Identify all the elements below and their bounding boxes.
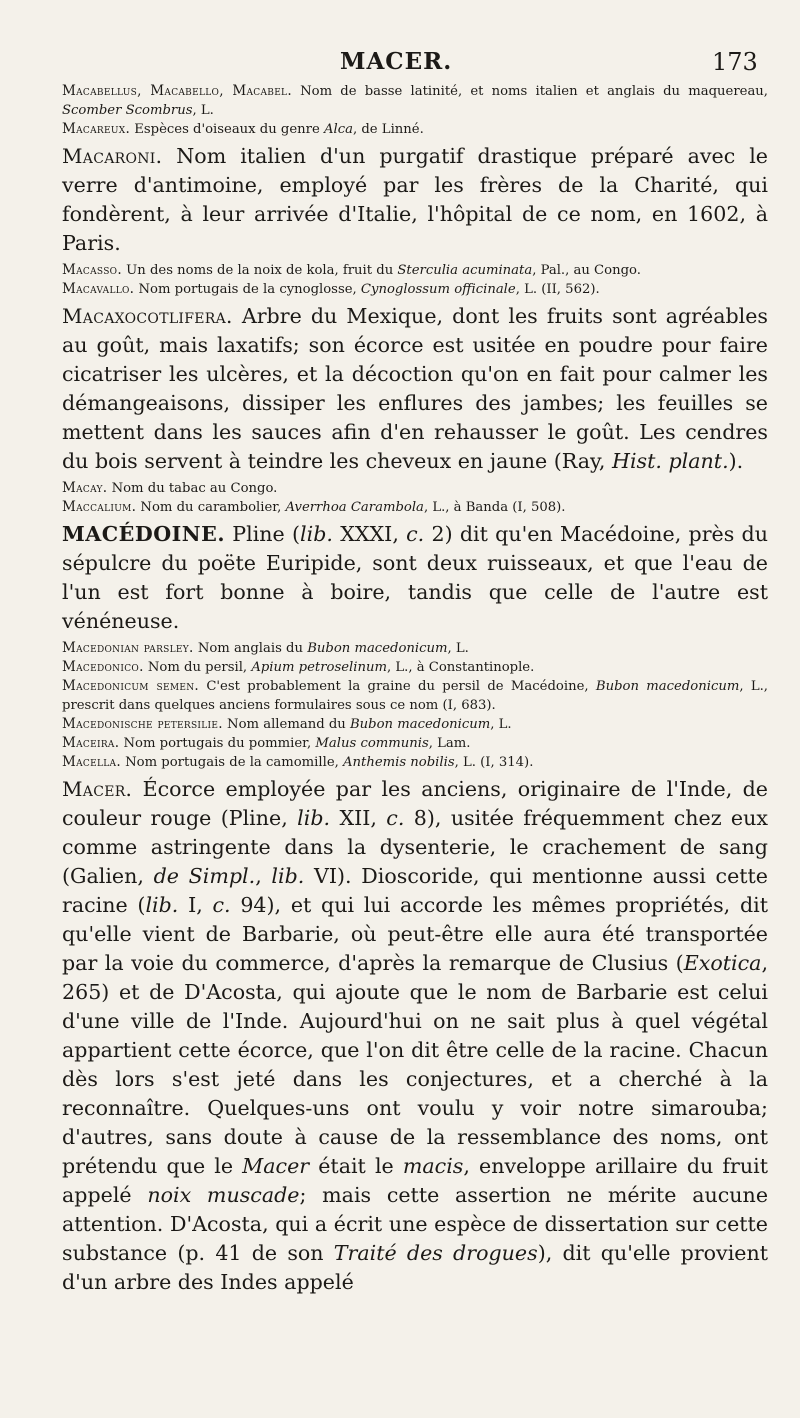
entry-headword: Macedonian parsley. — [62, 640, 194, 656]
entry-text: Nom italien d'un purgatif drastique préparé avec le verre d'antimoine, employé par les frères de la Charité, qui fondèrent, à leur arrivée d'Italie, l'hôpital de ce nom, en 1602, à Paris. — [62, 144, 768, 255]
entry-text: Nom portugais de la camomille, — [120, 755, 344, 770]
dictionary-entry — [62, 734, 768, 753]
entry-text: Arbre du Mexique, dont les fruits sont agréables au goût, mais laxatifs; son écorce est usitée en poudre pour faire cicatriser les ulcères, et la décoction qu'on en fait pour calmer les démangeaisons, dissiper les enflures des jambes; les feuilles se mettent dans les sauces afin d'en rehausser le goût. Les cendres du bois servent à teindre les cheveux en jaune (Ray, — [62, 304, 768, 473]
entry-headword: Maccalium. — [62, 499, 137, 515]
entry-text: , L. (I, 314). — [454, 755, 534, 770]
entry-headword: Macareux. — [62, 121, 131, 137]
dictionary-entry — [62, 280, 768, 299]
entry-text: ; mais cette assertion ne mérite aucune attention. D'Acosta, qui a écrit une espèce de dissertation sur cette substance (p. 41 de son — [62, 1183, 769, 1265]
entry-text: , Lam. — [428, 736, 471, 751]
entry-italic-text: Cynoglossum officinale — [360, 282, 516, 297]
entry-italic-text: Sterculia acuminata — [397, 263, 533, 278]
entry-text: Nom anglais du — [193, 641, 308, 656]
entry-italic-text: c. — [386, 806, 405, 830]
entry-italic-text: Bubon macedonicum — [349, 717, 491, 732]
entry-text: Un des noms de la noix de kola, fruit du — [121, 263, 398, 278]
entry-headword: Macella. — [62, 754, 121, 770]
entry-headword: Macabellus, Macabello, Macabel. — [62, 83, 292, 99]
entry-italic-text: lib. — [300, 522, 333, 546]
dictionary-entry — [62, 520, 768, 636]
entry-italic-text: de Simpl. — [153, 864, 256, 888]
entry-italic-text: Exotica — [683, 951, 762, 975]
entry-text: , — [255, 864, 272, 888]
entry-text: 8), usitée fréquemment chez eux comme astringente dans la dysenterie, le crachement de sang (Galien, — [62, 806, 768, 888]
running-head: MACER. — [340, 48, 453, 75]
dictionary-entry — [62, 142, 768, 258]
entry-text: Nom portugais de la cynoglosse, — [134, 282, 361, 297]
entry-italic-text: Bubon macedonicum — [595, 679, 740, 694]
entry-italic-text: Macer — [242, 1154, 310, 1178]
entry-text: , L., à Banda (I, 508). — [423, 500, 566, 515]
entry-text: , L. — [447, 641, 469, 656]
entry-text: , L., à Constantinople. — [386, 660, 535, 675]
dictionary-entry — [62, 677, 768, 715]
entry-headword: Maceira. — [62, 735, 120, 751]
entry-headword: Macaroni. — [62, 144, 163, 168]
entry-italic-text: Alca — [323, 122, 353, 137]
entry-text: XII, — [330, 806, 387, 830]
entry-italic-text: Anthemis nobilis — [343, 755, 455, 770]
entry-headword: Macay. — [62, 480, 108, 496]
entry-italic-text: noix muscade — [147, 1183, 300, 1207]
entry-text: Pline ( — [224, 522, 301, 546]
entry-text: ). — [728, 449, 744, 473]
dictionary-entry — [62, 715, 768, 734]
dictionary-entry — [62, 775, 768, 1297]
entry-italic-text: Scomber Scombrus — [62, 103, 193, 118]
entry-text: XXXI, — [332, 522, 407, 546]
entry-text: , L. — [490, 717, 512, 732]
dictionary-entry — [62, 302, 768, 476]
entry-italic-text: lib. — [271, 864, 305, 888]
entry-headword: Macaxocotlifera. — [62, 304, 233, 328]
entry-text: ), dit qu'elle provient d'un arbre des Indes appelé — [62, 1241, 769, 1294]
entry-headword: Macedonische petersilie. — [62, 716, 223, 732]
dictionary-entry — [62, 261, 768, 280]
entry-headword: MACÉDOINE. — [62, 522, 225, 546]
dictionary-entry — [62, 639, 768, 658]
entry-text: , L., prescrit dans quelques anciens formulaires sous ce nom (I, 683). — [62, 679, 768, 713]
entry-headword: Macedonico. — [62, 659, 144, 675]
entry-italic-text: Hist. plant. — [612, 449, 729, 473]
entry-text: Nom du persil, — [143, 660, 252, 675]
entry-text: , Pal., au Congo. — [532, 263, 641, 278]
entry-text: Nom portugais du pommier, — [119, 736, 316, 751]
dictionary-entry — [62, 479, 768, 498]
entry-text: , de Linné. — [352, 122, 424, 137]
entry-italic-text: macis — [402, 1154, 464, 1178]
dictionary-entry — [62, 120, 768, 139]
entry-italic-text: Malus communis — [315, 736, 429, 751]
page-number: 173 — [712, 48, 758, 76]
entry-text: , L. (II, 562). — [515, 282, 600, 297]
dictionary-entry — [62, 658, 768, 677]
entry-text: Espèces d'oiseaux du genre — [130, 122, 324, 137]
entry-text: , enveloppe arillaire du fruit appelé — [62, 1154, 769, 1207]
entry-text: C'est probablement la graine du persil de Macédoine, — [199, 679, 596, 694]
entry-text: était le — [309, 1154, 403, 1178]
entry-headword: Macavallo. — [62, 281, 135, 297]
dictionary-entry — [62, 498, 768, 517]
entry-text: 94), et qui lui accorde les mêmes propriétés, dit qu'elle vient de Barbarie, où peut-être elle aura été transportée par la voie du commerce, d'après la remarque de Clusius ( — [62, 893, 768, 975]
page-header — [0, 48, 800, 82]
entry-italic-text: Averrhoa Carambola — [285, 500, 424, 515]
entry-text: , L. — [192, 103, 214, 118]
entry-text: , 265) et de D'Acosta, qui ajoute que le nom de Barbarie est celui d'une ville de l'Inde. Aujourd'hui on ne sait plus à quel végétal appartient cette écorce, que l'on dit être celle de la racine. Chacun dès lors s'est jeté dans les conjectures, et a cherché à la reconnaître. Quelques-uns ont voulu y voir notre simarouba; d'autres, sans doute à cause de la ressemblance des noms, ont prétendu que le — [62, 951, 768, 1178]
entry-headword: Macasso. — [62, 262, 122, 278]
entry-italic-text: c. — [406, 522, 425, 546]
entry-italic-text: Bubon macedonicum — [307, 641, 448, 656]
entry-text: 2) dit qu'en Macédoine, près du sépulcre du poëte Euripide, sont deux ruisseaux, et que l'eau de l'un est fort bonne à boire, tandis que celle de l'autre est vénéneuse. — [62, 522, 768, 633]
entry-italic-text: lib. — [145, 893, 179, 917]
entry-italic-text: Traité des drogues — [333, 1241, 538, 1265]
entry-text: Nom de basse latinité, et noms italien et anglais du maquereau, — [291, 84, 768, 99]
dictionary-entry — [62, 753, 768, 772]
entry-text: Écorce employée par les anciens, originaire de l'Inde, de couleur rouge (Pline, — [62, 777, 768, 830]
entry-text: VI). Dioscoride, qui mentionne aussi cette racine ( — [62, 864, 768, 917]
entry-text: I, — [178, 893, 213, 917]
dictionary-entry — [62, 82, 768, 120]
page-body — [62, 82, 768, 1300]
entry-text: Nom du tabac au Congo. — [107, 481, 278, 496]
entry-headword: Macedonicum semen. — [62, 678, 200, 694]
entry-text: Nom allemand du — [222, 717, 350, 732]
entry-text: Nom du carambolier, — [136, 500, 286, 515]
entry-headword: Macer. — [62, 777, 133, 801]
entry-italic-text: c. — [212, 893, 231, 917]
entry-italic-text: Apium petroselinum — [251, 660, 387, 675]
entry-italic-text: lib. — [297, 806, 331, 830]
